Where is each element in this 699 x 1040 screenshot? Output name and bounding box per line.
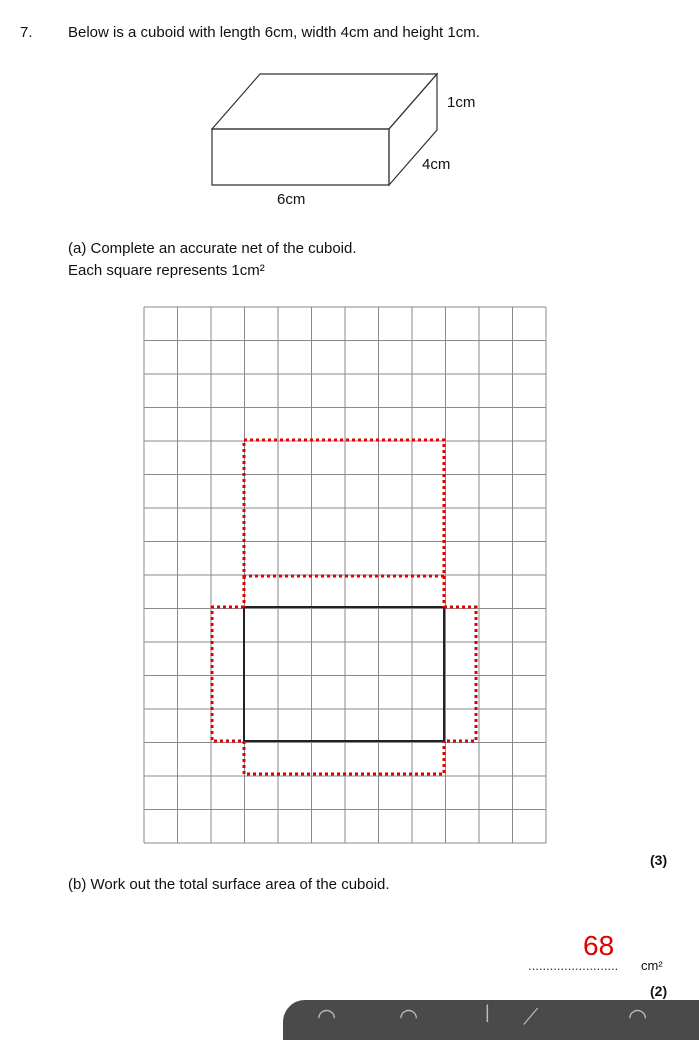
net-base-face — [244, 607, 444, 741]
answer-value: 68 — [583, 930, 615, 961]
part-a-instruction: (a) Complete an accurate net of the cuboid. — [68, 240, 357, 257]
part-b-question: (b) Work out the total surface area of the cuboid. — [68, 876, 390, 893]
question-text: Below is a cuboid with length 6cm, width 4cm and height 1cm. — [68, 24, 480, 41]
circle-icon[interactable]: ◠ — [628, 1004, 648, 1029]
part-a-note: Each square represents 1cm² — [68, 262, 265, 279]
divider-icon: | — [485, 1002, 490, 1022]
cuboid-length-label: 6cm — [277, 191, 306, 208]
answer-unit: cm² — [641, 958, 663, 973]
net-right-face — [444, 607, 476, 741]
annotation-toolbar[interactable] — [283, 1000, 699, 1040]
part-a-marks: (3) — [650, 852, 668, 868]
part-b-marks: (2) — [650, 983, 668, 999]
cuboid-top-face — [212, 74, 437, 129]
cuboid-diagram — [200, 65, 500, 215]
slash-icon[interactable]: ⟋ — [523, 1004, 539, 1029]
answer-line: ......................... — [528, 958, 619, 973]
net-front-face — [244, 741, 444, 774]
cuboid-front-face — [212, 129, 389, 185]
question-number: 7. — [20, 24, 33, 41]
cuboid-net — [212, 440, 476, 774]
net-left-face — [212, 607, 244, 741]
cuboid-width-label: 4cm — [422, 156, 451, 173]
cuboid-height-label: 1cm — [447, 94, 476, 111]
circle-icon[interactable]: ◠ — [399, 1004, 419, 1029]
net-grid — [140, 304, 550, 849]
circle-icon[interactable]: ◠ — [317, 1004, 337, 1029]
